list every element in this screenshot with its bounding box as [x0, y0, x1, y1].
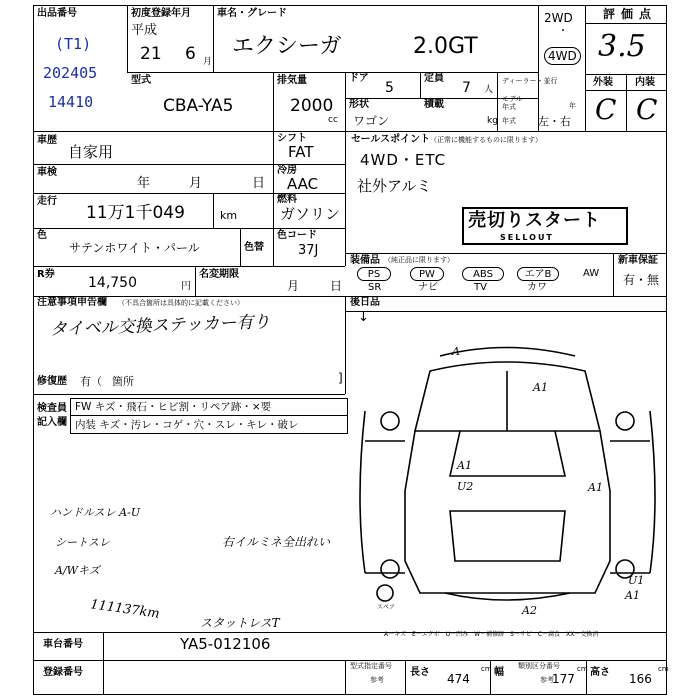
inspector-label: 検査員 [37, 403, 67, 414]
score-interior: C [636, 93, 658, 126]
inspection-month-unit: 月 [189, 176, 203, 191]
fuel-label: 燃料 [277, 194, 297, 205]
damage-mark: A2 [522, 604, 537, 617]
length-value: 474 [447, 672, 470, 686]
category-sub: 参考 [540, 676, 554, 684]
repair-bracket: ] [338, 371, 343, 385]
repair-value: 有（ [80, 375, 102, 388]
recycle-label: R券 [37, 269, 55, 280]
width-value: 177 [552, 672, 575, 686]
equip-leather: カワ [527, 282, 547, 293]
mileage-value: 11万1千049 [86, 203, 185, 223]
registration-month: 6 [185, 44, 196, 64]
inspector-note-4: 111137km [89, 597, 161, 622]
sales-point-1: 4WD・ETC [360, 151, 447, 169]
later-items-value: ↓ [358, 310, 369, 325]
ac-value: AAC [287, 175, 319, 193]
damage-mark: A1 [533, 381, 548, 394]
color-value: サテンホワイト・パール [69, 241, 200, 255]
model-label: 車名・グレード [217, 8, 287, 19]
damage-mark: A1 [588, 481, 603, 494]
dealer-label: ディーラー・並行 [502, 77, 558, 85]
lot-number-2: 14410 [48, 93, 94, 111]
height-unit: cm [658, 665, 669, 673]
sales-points-label: セールスポイント [351, 134, 431, 145]
inspection-label: 車検 [37, 167, 57, 178]
sales-points-note: （正常に機能するものに限ります） [430, 136, 542, 144]
diagram-note-2: スタットレスT [200, 616, 280, 630]
shape-label: 形状 [349, 99, 369, 110]
displacement-unit: cc [328, 115, 338, 125]
color-label: 色 [37, 230, 47, 241]
equip-abs: ABS [462, 267, 504, 281]
car-damage-diagram [345, 311, 667, 631]
drive-4wd-circled: 4WD [544, 47, 581, 65]
diagram-note: 右イルミネ全出れい [222, 535, 331, 549]
expiry-day-unit: 日 [330, 279, 343, 293]
later-items-label: 後日品 [350, 297, 380, 308]
drive-dot: ・ [558, 26, 568, 37]
inspector-row-interior: 内装 キズ・汚レ・コゲ・穴・スレ・キレ・破レ [75, 419, 299, 431]
inspector-row-fw: FW キズ・飛石・ヒビ割・リペア跡・×要 [75, 401, 272, 413]
damage-mark: A1 [625, 589, 640, 602]
handle-label: 年式 [502, 117, 516, 125]
notes-label: 注意事項申告欄 [37, 297, 107, 308]
capacity-label: 定員 [424, 73, 444, 84]
equipment-note: （純正品に限ります） [384, 256, 454, 264]
damage-mark: A1 [457, 459, 472, 472]
registration-era: 平成 [131, 23, 158, 38]
height-value: 166 [629, 672, 652, 686]
category-label: 類別区分番号 [518, 662, 560, 670]
new-car-warranty-label: 新車保証 [618, 255, 658, 266]
height-label: 高さ [590, 667, 610, 678]
drive-2wd: 2WD [544, 11, 573, 25]
expiry-label: 名変期限 [199, 269, 239, 280]
expiry-month-unit: 月 [287, 279, 300, 293]
damage-mark: U1 [628, 574, 645, 587]
equip-ps: PS [357, 267, 391, 281]
inspection-day-unit: 日 [252, 176, 266, 191]
load-label: 積載 [424, 99, 444, 110]
displacement-value: 2000 [290, 96, 334, 116]
notes-handwritten: タイベル交換ステッカー有り [49, 312, 271, 340]
damage-legend: A－キズ E－エクボ U－凹み W－補修跡 S－サビ C－腐食 XX－交換済 [384, 631, 599, 638]
inspector-note-1: ハンドルスレ A-U [50, 506, 141, 519]
damage-mark: U2 [457, 480, 474, 493]
equip-pw: PW [410, 267, 444, 281]
length-label: 長さ [410, 667, 430, 678]
model-name: エクシーガ [232, 34, 342, 59]
sales-point-2: 社外アルミ [357, 177, 432, 195]
color-code: 37J [298, 243, 319, 258]
usage-label: 車歴 [37, 135, 57, 146]
new-car-warranty-value: 有・無 [623, 273, 660, 287]
shift-label: シフト [277, 133, 307, 144]
displacement-label: 排気量 [277, 75, 307, 86]
front-bumper-line [440, 345, 575, 358]
recycle-value: 14,750 [88, 275, 137, 291]
inspector-note-3: A/Wキズ [55, 564, 100, 577]
capacity-value: 7 [462, 80, 471, 96]
repair-label: 修復歴 [37, 376, 67, 387]
usage-value: 自家用 [68, 143, 114, 161]
inspection-year-unit: 年 [137, 176, 151, 191]
lot-number: 202405 [43, 64, 98, 82]
equip-navi: ナビ [418, 282, 438, 293]
spec-number-sub: 参考 [370, 676, 384, 684]
body-outline [405, 431, 610, 593]
handle-value: 左・右 [538, 115, 571, 128]
model-grade: 2.0GT [413, 34, 478, 59]
ac-label: 冷房 [277, 165, 297, 176]
equip-tv: TV [474, 282, 487, 293]
equip-sr: SR [368, 282, 382, 293]
color-code-label: 色コード [277, 230, 317, 241]
mileage-label: 走行 [37, 196, 57, 207]
inspector-note-2: シートスレ [55, 536, 110, 549]
score-interior-label: 内装 [635, 77, 655, 88]
inspector-label-2: 記入欄 [37, 417, 67, 428]
registration-number-label: 登録番号 [43, 667, 83, 678]
damage-mark: A [452, 345, 460, 358]
equipment-label: 装備品 [350, 255, 380, 266]
sellout-stamp-sub: SELLOUT [500, 233, 554, 242]
recycle-unit: 円 [181, 281, 191, 292]
score-label: 評価点 [603, 7, 658, 21]
capacity-unit: 人 [484, 85, 494, 95]
registration-label: 初度登録年月 [131, 8, 191, 19]
spare-label: スペア [377, 604, 396, 611]
score-exterior-label: 外装 [593, 77, 613, 88]
lot-t1: (T1) [55, 35, 92, 53]
notes-sub: （不具合箇所は具体的に記載ください） [118, 299, 244, 307]
spare-tire [377, 585, 393, 601]
doors-label: ドア [349, 73, 369, 84]
type-value: CBA-YA5 [163, 96, 234, 116]
mileage-unit: km [220, 209, 238, 222]
shift-value: FAT [288, 143, 314, 161]
lot-label: 出品番号 [37, 8, 77, 19]
length-unit: cm [481, 665, 492, 673]
rear-window [450, 511, 565, 561]
width-unit: cm [577, 665, 588, 673]
model-year-label-2: 年式 [502, 103, 516, 111]
width-label: 幅 [494, 667, 504, 678]
model-year-unit: 年 [569, 102, 576, 110]
score-exterior: C [595, 93, 617, 126]
color-change-label: 色替 [244, 242, 264, 253]
repair-end: 箇所 [112, 375, 134, 388]
chassis-value: YA5-012106 [180, 635, 271, 653]
model-year-label: モデル [502, 95, 523, 103]
equip-aw: AW [583, 268, 600, 279]
chassis-label: 車台番号 [43, 639, 83, 650]
spec-number-label: 型式指定番号 [350, 662, 392, 670]
registration-year: 21 [140, 44, 162, 64]
load-unit: kg [487, 116, 498, 126]
sellout-stamp-text: 売切りスタート [468, 210, 601, 231]
score-value: 3.5 [598, 29, 646, 64]
shape-value: ワゴン [353, 114, 390, 128]
equip-airbag: エアB [517, 267, 559, 281]
registration-month-unit: 月 [203, 57, 213, 67]
type-label: 型式 [131, 75, 151, 86]
doors-value: 5 [385, 80, 394, 96]
fuel-value: ガソリン [280, 205, 341, 223]
